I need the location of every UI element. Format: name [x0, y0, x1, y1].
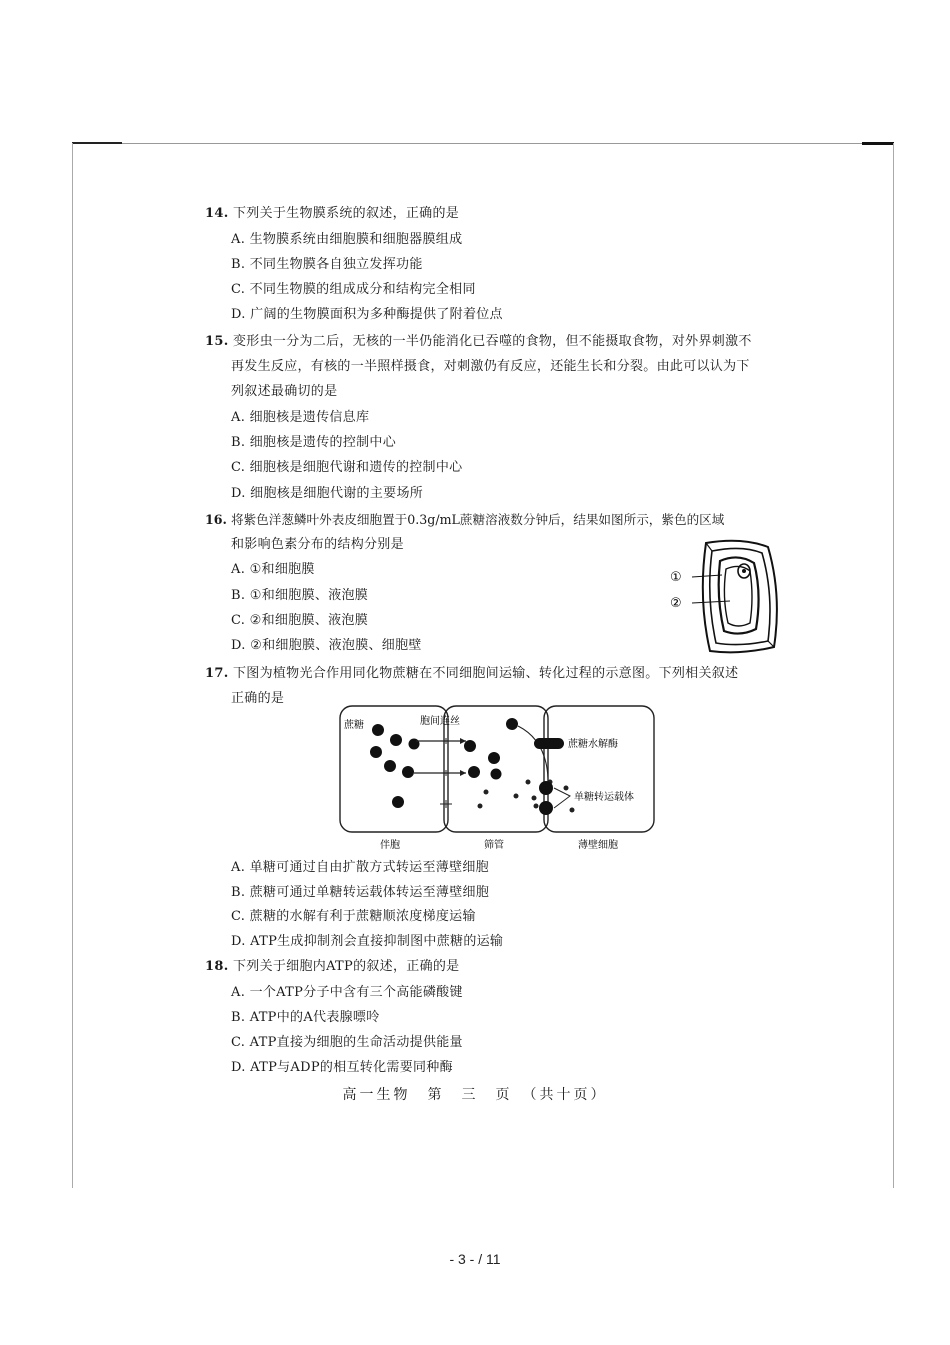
- question-14-option-c: [231, 281, 476, 299]
- label-sucrose-hydrolase: 蔗糖水解酶: [568, 739, 618, 750]
- wall-connector-bottom: [768, 641, 774, 647]
- option-text: ②和细胞膜、液泡膜: [249, 613, 369, 628]
- question-number: 17.: [205, 666, 229, 681]
- option-text: 蔗糖的水解有利于蔗糖顺浓度梯度运输: [249, 909, 476, 924]
- option-label: C.: [231, 460, 246, 475]
- option-text: 细胞核是遗传的控制中心: [249, 435, 397, 450]
- monosaccharide-carrier-2: [539, 801, 553, 815]
- question-stem-line: 下列关于细胞内ATP的叙述，正确的是: [232, 959, 460, 974]
- label-monosaccharide-carrier: 单糖转运载体: [574, 792, 634, 803]
- option-label: B.: [231, 1010, 246, 1025]
- page-footer: 高一生物 第 三 页 （共十页）: [342, 1087, 608, 1103]
- option-text: ATP直接为细胞的生命活动提供能量: [249, 1035, 463, 1050]
- question-number: 15.: [205, 334, 229, 349]
- question-18-option-d: [231, 1059, 453, 1077]
- option-text: ①和细胞膜、液泡膜: [249, 588, 369, 603]
- option-text: 细胞核是细胞代谢的主要场所: [250, 486, 424, 501]
- option-text: 不同生物膜的组成成分和结构完全相同: [249, 282, 476, 297]
- question-16-option-a: [231, 561, 315, 579]
- option-label: D.: [231, 1060, 246, 1075]
- option-label: D.: [231, 934, 246, 949]
- question-15-stem-line-3: 列叙述最确切的是: [231, 384, 338, 399]
- option-label: D.: [231, 486, 246, 501]
- question-17-stem: [205, 665, 738, 683]
- question-14-option-b: [231, 256, 423, 274]
- option-text: 蔗糖可通过单糖转运载体转运至薄壁细胞: [249, 885, 490, 900]
- question-number: 18.: [205, 959, 229, 974]
- question-14-option-d: [231, 306, 503, 324]
- question-17-option-b: [231, 884, 489, 902]
- question-18-option-b: [231, 1009, 380, 1027]
- label-companion-cell: 伴胞: [380, 840, 400, 851]
- frame-corner-mark-right: [862, 142, 894, 145]
- label-sieve-tube: 筛管: [484, 840, 504, 851]
- question-15-option-c: [231, 459, 462, 477]
- option-text: 细胞核是遗传信息库: [249, 410, 370, 425]
- option-text: 生物膜系统由细胞膜和细胞器膜组成: [249, 232, 463, 247]
- option-label: C.: [231, 282, 246, 297]
- option-text: ATP与ADP的相互转化需要同种酶: [250, 1060, 453, 1075]
- sucrose-hydrolase: [534, 738, 564, 749]
- question-15-stem-line-2: 再发生反应，有核的一半照样摄食，对刺激仍有反应，还能生长和分裂。由此可以认为下: [231, 359, 750, 374]
- frame-corner-mark-left: [72, 142, 122, 144]
- question-15-stem: [205, 333, 752, 351]
- question-16-stem-line-2: 和影响色素分布的结构分别是: [231, 537, 404, 552]
- plasmolysis-cell-figure: [664, 535, 794, 660]
- figure-label-1: ①: [670, 570, 682, 585]
- label-sucrose: 蔗糖: [344, 720, 364, 731]
- monosaccharide-carrier-1: [539, 781, 553, 795]
- option-label: B.: [231, 435, 246, 450]
- option-label: B.: [231, 885, 246, 900]
- question-18-option-a: [231, 984, 463, 1002]
- option-label: A.: [231, 985, 246, 1000]
- option-label: A.: [231, 562, 246, 577]
- question-15-option-b: [231, 434, 396, 452]
- option-text: ATP中的A代表腺嘌呤: [249, 1010, 380, 1025]
- question-16-stem: [205, 511, 724, 529]
- option-text: ①和细胞膜: [249, 562, 315, 577]
- label-parenchyma-cell: 薄壁细胞: [578, 840, 618, 851]
- label-line-1: [692, 575, 722, 577]
- option-label: A.: [231, 232, 246, 247]
- question-17-option-a: [231, 859, 489, 877]
- question-18-option-c: [231, 1034, 463, 1052]
- option-label: C.: [231, 909, 246, 924]
- question-16-option-c: [231, 612, 368, 630]
- option-text: 单糖可通过自由扩散方式转运至薄壁细胞: [249, 860, 489, 875]
- option-label: D.: [231, 307, 246, 322]
- option-label: B.: [231, 588, 246, 603]
- option-label: A.: [231, 410, 246, 425]
- question-14-stem: [205, 205, 459, 223]
- option-label: C.: [231, 613, 246, 628]
- question-number: 16.: [205, 512, 227, 527]
- sucrose-transport-figure: [336, 700, 660, 854]
- question-17-stem-line-2: 正确的是: [231, 691, 285, 706]
- monosaccharides: [478, 780, 575, 813]
- question-16-option-b: [231, 587, 368, 605]
- option-text: 不同生物膜各自独立发挥功能: [249, 257, 423, 272]
- question-stem-line: 变形虫一分为二后，无核的一半仍能消化已吞噬的食物，但不能摄取食物，对外界刺激不: [232, 334, 752, 349]
- question-18-stem: [205, 958, 459, 976]
- parenchyma-cell: [544, 706, 654, 832]
- option-label: B.: [231, 257, 246, 272]
- frame-left-border: [72, 143, 73, 1188]
- question-stem-line: 下图为植物光合作用同化物蔗糖在不同细胞间运输、转化过程的示意图。下列相关叙述: [232, 666, 739, 681]
- question-14-option-a: [231, 231, 462, 249]
- option-text: 广阔的生物膜面积为多种酶提供了附着位点: [250, 307, 503, 322]
- question-17-option-d: [231, 933, 503, 951]
- frame-right-border: [893, 143, 894, 1188]
- option-label: D.: [231, 638, 246, 653]
- question-15-option-d: [231, 485, 423, 503]
- question-stem-line: 下列关于生物膜系统的叙述，正确的是: [232, 206, 460, 221]
- option-text: ATP生成抑制剂会直接抑制图中蔗糖的运输: [250, 934, 504, 949]
- question-15-option-a: [231, 409, 369, 427]
- label-plasmodesmata: 胞间连丝: [420, 716, 460, 727]
- page-number: - 3 - / 11: [449, 1251, 501, 1267]
- option-text: 细胞核是细胞代谢和遗传的控制中心: [249, 460, 463, 475]
- carrier-label-lines: [554, 788, 570, 808]
- question-number: 14.: [205, 206, 229, 221]
- question-17-option-c: [231, 908, 476, 926]
- option-label: A.: [231, 860, 246, 875]
- frame-top-border: [72, 143, 894, 144]
- option-text: ②和细胞膜、液泡膜、细胞壁: [250, 638, 422, 653]
- question-16-option-d: [231, 637, 422, 655]
- wall-connector-top: [706, 543, 712, 551]
- option-text: 一个ATP分子中含有三个高能磷酸键: [249, 985, 463, 1000]
- figure-label-2: ②: [670, 596, 682, 611]
- option-label: C.: [231, 1035, 246, 1050]
- question-stem-line: 将紫色洋葱鳞叶外表皮细胞置于0.3g/mL蔗糖溶液数分钟后，结果如图所示，紫色的区域: [230, 512, 725, 527]
